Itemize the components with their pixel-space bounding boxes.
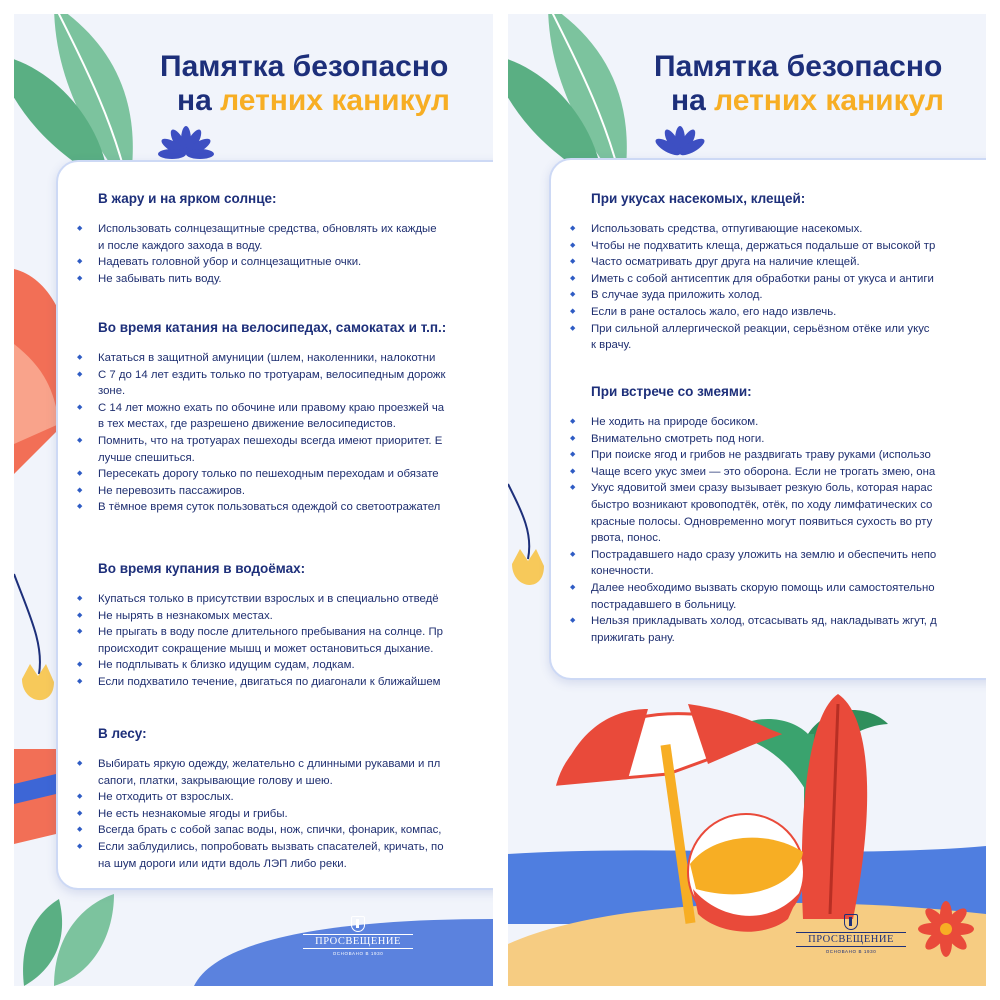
title-line-1: Памятка безопасно bbox=[160, 50, 449, 83]
section-heat bbox=[98, 190, 493, 287]
section-swimming bbox=[98, 560, 493, 691]
section-heading: Во время купания в водоёмах: bbox=[98, 561, 306, 576]
list-item: лучше спешиться. bbox=[98, 451, 195, 464]
list-item: ◆ Пострадавшего надо сразу уложить на землю и обеспечить непо bbox=[591, 547, 986, 564]
list-item: ◆ При сильной аллергической реакции, серьёзном отёке или укус bbox=[591, 321, 986, 338]
title-line-2-accent: летних каникул bbox=[220, 84, 450, 117]
list-item: ◆ Пересекать дорогу только по пешеходным переходам и обязате bbox=[98, 466, 493, 483]
item-list bbox=[98, 756, 493, 872]
memo-card bbox=[549, 158, 986, 680]
item-list bbox=[591, 221, 986, 354]
list-item: ◆ Чтобы не подхватить клеща, держаться подальше от высокой тр bbox=[591, 238, 986, 255]
section-heading: Во время катания на велосипедах, самокатах и т.п.: bbox=[98, 320, 447, 335]
list-item: зоне. bbox=[98, 385, 126, 398]
list-item: ◆ Выбирать яркую одежду, желательно с длинными рукавами и пл bbox=[98, 756, 493, 773]
list-item: ◆ Использовать солнцезащитные средства, обновлять их каждые bbox=[98, 221, 493, 238]
logo-subtitle: ОСНОВАНО В 1930 bbox=[332, 951, 384, 956]
list-item: ◆ Укус ядовитой змеи сразу вызывает резкую боль, которая нарас bbox=[591, 480, 986, 497]
section-heading: При укусах насекомых, клещей: bbox=[591, 191, 806, 206]
title-line-2-prefix: на bbox=[671, 84, 715, 117]
flower-icon bbox=[158, 126, 214, 159]
list-item: ◆ В случае зуда приложить холод. bbox=[591, 287, 986, 304]
item-list bbox=[591, 414, 986, 646]
logo-subtitle: ОСНОВАНО В 1930 bbox=[825, 949, 877, 954]
publisher-logo bbox=[796, 914, 906, 954]
title-line-2 bbox=[671, 84, 944, 118]
list-item: ◆ С 7 до 14 лет ездить только по тротуарам, велосипедным дорожк bbox=[98, 367, 493, 384]
list-item: ◆ Помнить, что на тротуарах пешеходы всегда имеют приоритет. Е bbox=[98, 433, 493, 450]
surfboard-icon bbox=[802, 694, 867, 919]
item-list bbox=[98, 350, 493, 516]
title-line-2-accent: летних каникул bbox=[714, 84, 944, 117]
list-item: ◆ Чаще всего укус змеи — это оборона. Если не трогать змею, она bbox=[591, 464, 986, 481]
list-item: ◆ Внимательно смотреть под ноги. bbox=[591, 431, 986, 448]
list-item: ◆ Купаться только в присутствии взрослых и в специально отведё bbox=[98, 591, 493, 608]
flower-icon bbox=[653, 126, 706, 158]
item-list bbox=[98, 221, 493, 287]
title-line-2-prefix: на bbox=[177, 84, 221, 117]
list-item: ◆ Не ходить на природе босиком. bbox=[591, 414, 986, 431]
list-item: на шум дороги или идти вдоль ЛЭП либо реки. bbox=[98, 857, 347, 870]
list-item: ◆ В тёмное время суток пользоваться одеждой со светоотражател bbox=[98, 499, 493, 516]
tulip-icon bbox=[14, 574, 54, 700]
list-item: прижигать рану. bbox=[591, 631, 675, 644]
list-item: быстро возникают кровоподтёк, отёк, по ходу лимфатических со bbox=[591, 498, 933, 511]
list-item: ◆ Иметь с собой антисептик для обработки раны от укуса и антиги bbox=[591, 271, 986, 288]
list-item: ◆ Если заблудились, попробовать вызвать спасателей, кричать, по bbox=[98, 839, 493, 856]
list-item: пострадавшего в больницу. bbox=[591, 598, 737, 611]
section-heading: В лесу: bbox=[98, 726, 147, 741]
section-heading: При встрече со змеями: bbox=[591, 384, 752, 399]
logo-mark-icon bbox=[351, 916, 365, 932]
tulip-icon bbox=[508, 484, 544, 585]
list-item: ◆ Использовать средства, отпугивающие насекомых. bbox=[591, 221, 986, 238]
title-line-1: Памятка безопасно bbox=[654, 50, 943, 83]
list-item: красные полосы. Одновременно могут появиться сухость во рту bbox=[591, 515, 933, 528]
list-item: ◆ Если подхватило течение, двигаться по диагонали к ближайшем bbox=[98, 674, 493, 691]
section-heading: В жару и на ярком солнце: bbox=[98, 191, 277, 206]
list-item: в тех местах, где разрешено движение велосипедистов. bbox=[98, 418, 396, 431]
list-item: ◆ Кататься в защитной амуниции (шлем, наколенники, налокотни bbox=[98, 350, 493, 367]
section-insects bbox=[591, 190, 986, 354]
list-item: ◆ Не прыгать в воду после длительного пребывания на солнце. Пр bbox=[98, 624, 493, 641]
memo-card bbox=[56, 160, 493, 890]
list-item: ◆ Не перевозить пассажиров. bbox=[98, 483, 493, 500]
item-list bbox=[98, 591, 493, 691]
list-item: ◆ Не нырять в незнакомых местах. bbox=[98, 608, 493, 625]
list-item: ◆ Далее необходимо вызвать скорую помощь или самостоятельно bbox=[591, 580, 986, 597]
poster-panel-right bbox=[508, 14, 986, 986]
publisher-logo bbox=[303, 916, 413, 956]
list-item: ◆ С 14 лет можно ехать по обочине или правому краю проезжей ча bbox=[98, 400, 493, 417]
section-cycling bbox=[98, 319, 493, 516]
list-item: ◆ Надевать головной убор и солнцезащитные очки. bbox=[98, 254, 493, 271]
list-item: ◆ Часто осматривать друг друга на наличие клещей. bbox=[591, 254, 986, 271]
list-item: конечности. bbox=[591, 565, 654, 578]
flower-icon bbox=[918, 901, 974, 957]
list-item: ◆ Если в ране осталось жало, его надо извлечь. bbox=[591, 304, 986, 321]
list-item: ◆ Не отходить от взрослых. bbox=[98, 789, 493, 806]
list-item: рвота, понос. bbox=[591, 532, 662, 545]
list-item: к врачу. bbox=[591, 339, 632, 352]
wave-shape bbox=[14, 749, 56, 844]
list-item: и после каждого захода в воду. bbox=[98, 239, 263, 252]
list-item: происходит сокращение мышц и может остановиться дыхание. bbox=[98, 642, 434, 655]
logo-mark-icon bbox=[844, 914, 858, 930]
section-snakes bbox=[591, 383, 986, 646]
list-item: сапоги, платки, закрывающие голову и шею. bbox=[98, 774, 333, 787]
list-item: ◆ При поиске ягод и грибов не раздвигать траву руками (использо bbox=[591, 447, 986, 464]
palm-leaf-icon bbox=[23, 894, 114, 986]
logo-name: ПРОСВЕЩЕНИЕ bbox=[303, 934, 413, 949]
title-line-2 bbox=[177, 84, 450, 118]
list-item: ◆ Нельзя прикладывать холод, отсасывать яд, накладывать жгут, д bbox=[591, 613, 986, 630]
beach-ball-icon bbox=[688, 814, 804, 932]
list-item: ◆ Не забывать пить воду. bbox=[98, 271, 493, 288]
list-item: ◆ Не есть незнакомые ягоды и грибы. bbox=[98, 806, 493, 823]
list-item: ◆ Не подплывать к близко идущим судам, лодкам. bbox=[98, 657, 493, 674]
list-item: ◆ Всегда брать с собой запас воды, нож, спички, фонарик, компас, bbox=[98, 822, 493, 839]
poster-panel-left bbox=[14, 14, 493, 986]
logo-name: ПРОСВЕЩЕНИЕ bbox=[796, 932, 906, 947]
section-forest bbox=[98, 725, 493, 872]
